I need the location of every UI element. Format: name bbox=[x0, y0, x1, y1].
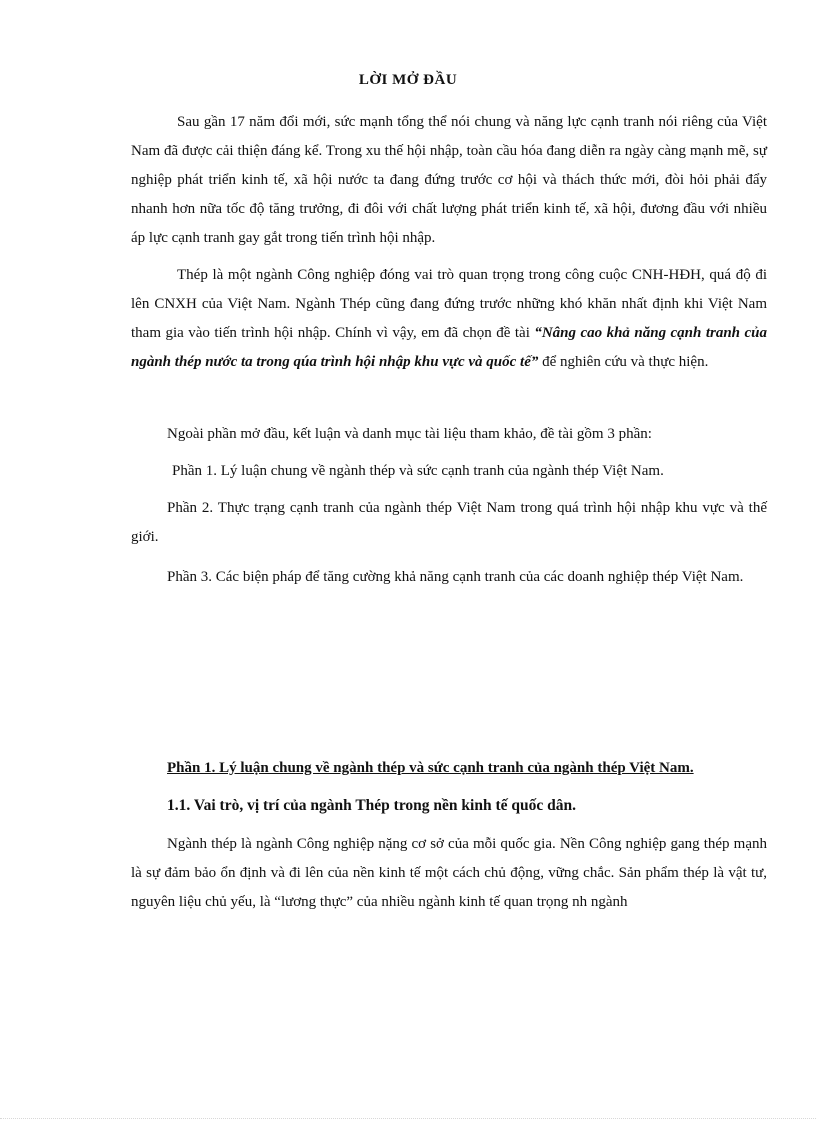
steel-paragraph bbox=[131, 261, 767, 377]
steel-paragraph-start: Thép là một ngành Công nghiệp đóng vai trò quan trọng trong công cuộc CNH-HĐH, quá độ đi lên CNXH của Việt Nam. Ngành Thép cũng đang đứng trước những khó khăn nhất định khi Việt Nam tham gia vào tiến trình hội nhập. Chính vì vậy, em đã chọn đề tài bbox=[131, 267, 767, 341]
part-2-item: Phần 2. Thực trạng cạnh tranh của ngành thép Việt Nam trong quá trình hội nhập khu vực và thế giới. bbox=[131, 500, 767, 545]
steel-paragraph-end: để nghiên cứu và thực hiện. bbox=[538, 354, 709, 370]
page-title: LỜI MỞ ĐẦU bbox=[358, 72, 458, 88]
chapter-heading: Phần 1. Lý luận chung về ngành thép và sức cạnh tranh của ngành thép Việt Nam. bbox=[167, 760, 694, 776]
section-paragraph: Ngành thép là ngành Công nghiệp nặng cơ sở của mỗi quốc gia. Nền Công nghiệp gang thép mạnh là sự đảm bảo ổn định và đi lên của nền kinh tế một cách chủ động, vững chắc. Sản phẩm thép là vật tư, nguyên liệu chủ yếu, là “lương thực” của nhiều ngành kinh tế quan trọng nh ngành bbox=[131, 836, 767, 910]
section-heading: 1.1. Vai trò, vị trí của ngành Thép trong nền kinh tế quốc dân. bbox=[167, 797, 576, 814]
thesis-topic: “Nâng cao khả năng cạnh tranh của ngành thép nước ta trong qúa trình hội nhập khu vực và quốc tế” bbox=[131, 325, 767, 370]
structure-intro: Ngoài phần mở đầu, kết luận và danh mục tài liệu tham khảo, đề tài gồm 3 phần: bbox=[167, 426, 652, 442]
part-1-item: Phần 1. Lý luận chung về ngành thép và sức cạnh tranh của ngành thép Việt Nam. bbox=[172, 463, 664, 479]
page-bottom-divider bbox=[0, 1118, 816, 1119]
intro-paragraph: Sau gần 17 năm đổi mới, sức mạnh tổng thể nói chung và năng lực cạnh tranh nói riêng của Việt Nam đã được cải thiện đáng kể. Trong xu thế hội nhập, toàn cầu hóa đang diễn ra ngày càng mạnh mẽ, sự nghiệp phát triển kinh tế, xã hội nước ta đang đứng trước cơ hội và thách thức mới, đòi hỏi phải đẩy nhanh hơn nữa tốc độ tăng trưởng, đi đôi với chất lượng phát triển kinh tế, xã hội, đương đầu với nhiều áp lực cạnh tranh gay gắt trong tiến trình hội nhập. bbox=[131, 114, 767, 246]
part-3-item: Phần 3. Các biện pháp để tăng cường khả năng cạnh tranh của các doanh nghiệp thép Việt Nam. bbox=[167, 569, 744, 585]
